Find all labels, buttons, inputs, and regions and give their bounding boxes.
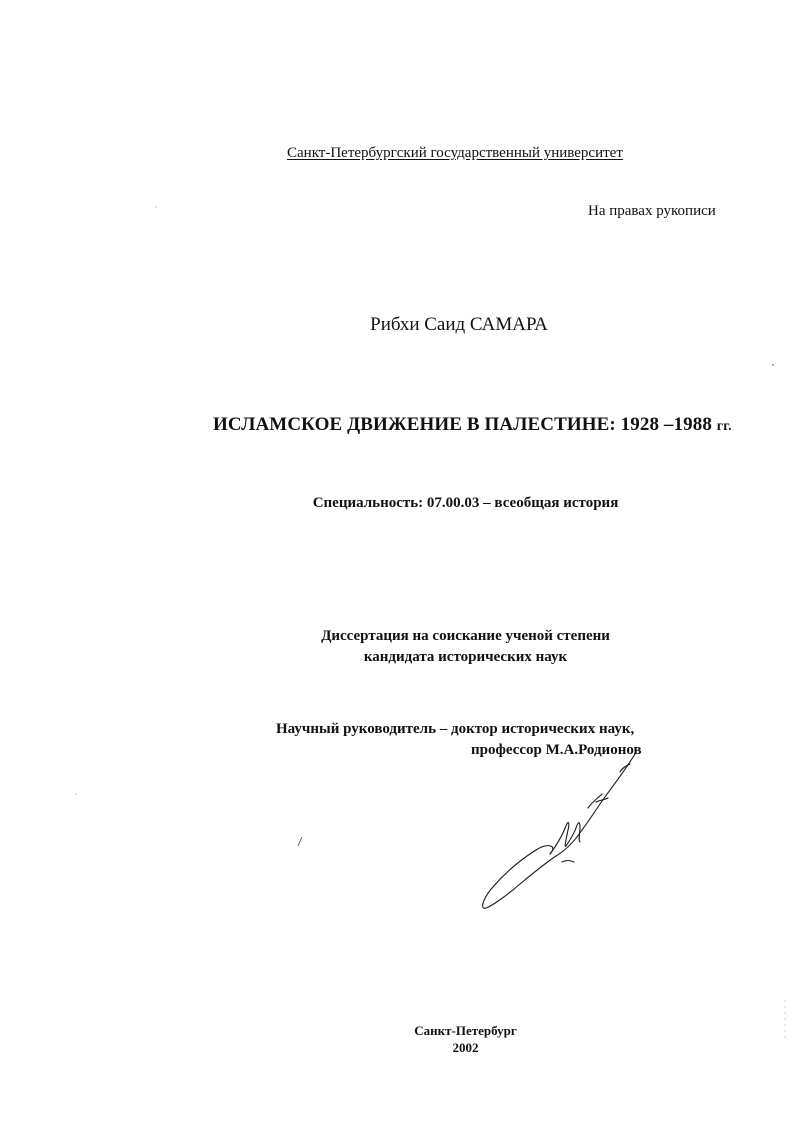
title-suffix: гг. (716, 419, 732, 434)
scan-mark-icon (296, 836, 304, 848)
publication-place (0, 1022, 793, 1056)
author-name: Рибхи Саид САМАРА (370, 314, 548, 335)
degree-line-2: кандидата исторических наук (363, 649, 568, 665)
scan-speck-icon (770, 362, 776, 368)
specialty-line: Специальность: 07.00.03 – всеобщая история (312, 495, 619, 511)
manuscript-note: На правах рукописи (588, 203, 716, 219)
university-name: Санкт-Петербургский государственный университет (287, 145, 623, 161)
scan-speck-icon (74, 792, 78, 796)
publication-year: 2002 (452, 1040, 479, 1055)
city-name: Санкт-Петербург (414, 1023, 517, 1038)
degree-statement (0, 626, 793, 668)
title-main: ИСЛАМСКОЕ ДВИЖЕНИЕ В ПАЛЕСТИНЕ: 1928 –1988 (213, 414, 712, 435)
scan-speck-icon (154, 205, 158, 209)
advisor-line-1: Научный руководитель – доктор исторических наук, (276, 721, 635, 737)
handwritten-signature-icon (470, 750, 640, 920)
dissertation-title (213, 414, 732, 436)
degree-line-1: Диссертация на соискание ученой степени (321, 628, 610, 644)
advisor-line-2: профессор М.А.Родионов (471, 742, 642, 758)
